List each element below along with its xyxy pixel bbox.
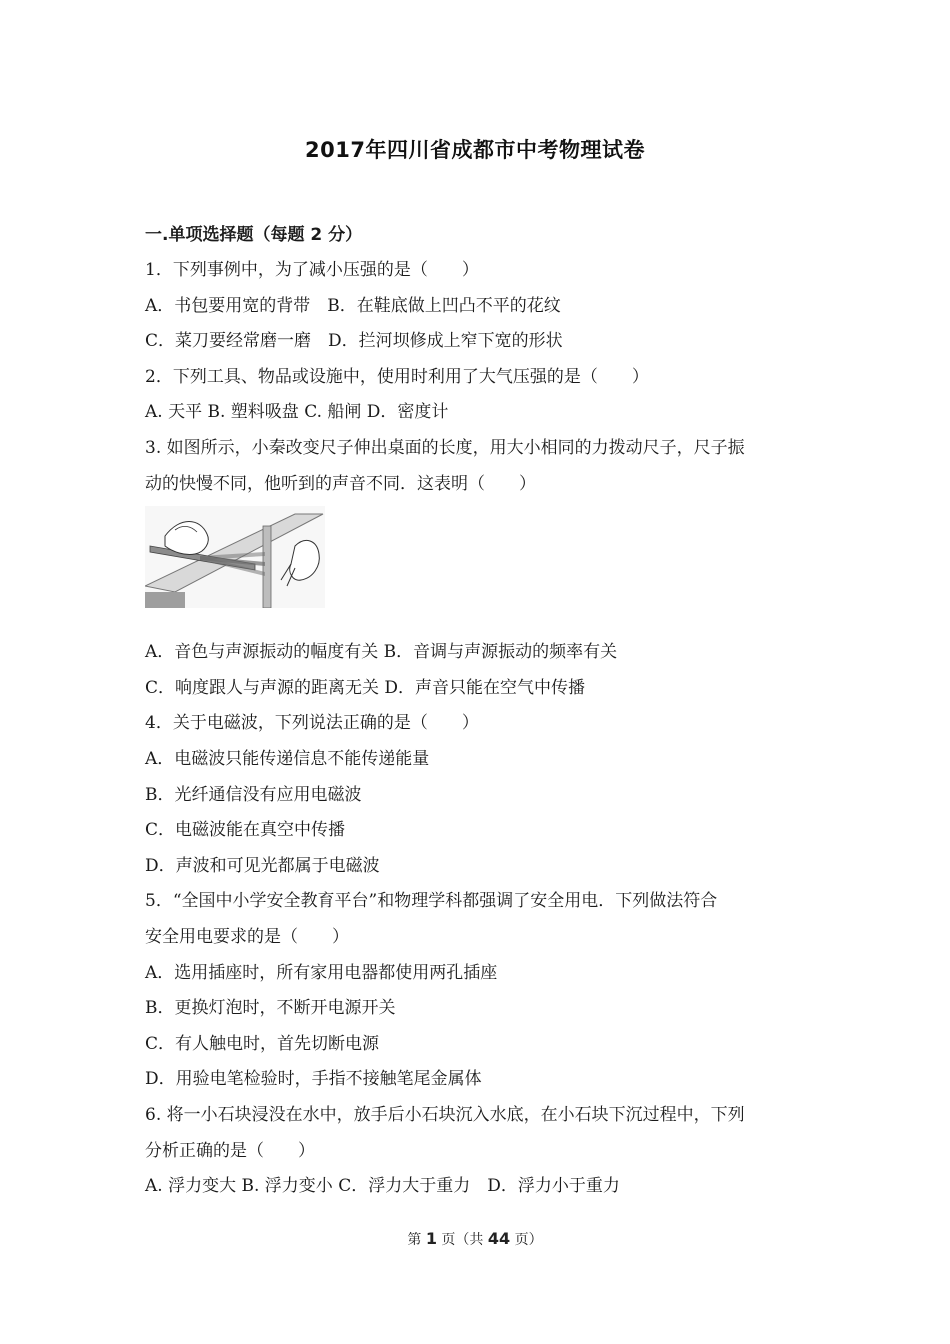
page-footer [0, 1229, 950, 1249]
question-1-stem: 1．下列事例中，为了减小压强的是（ ） [145, 260, 479, 280]
ruler-vibration-figure [145, 506, 325, 608]
question-5-option-d: D．用验电笔检验时，手指不接触笔尾金属体 [145, 1069, 482, 1089]
footer-total-pages: 44 [487, 1229, 511, 1248]
footer-middle: 页（共 [436, 1232, 488, 1248]
section-heading: 一.单项选择题（每题 2 分） [145, 225, 363, 245]
question-2-options: A. 天平 B. 塑料吸盘 C. 船闸 D．密度计 [145, 402, 449, 422]
question-3-options-ab: A．音色与声源振动的幅度有关 B．音调与声源振动的频率有关 [145, 642, 618, 662]
question-4-option-d: D．声波和可见光都属于电磁波 [145, 856, 380, 876]
footer-page-number: 1 [425, 1229, 437, 1248]
footer-suffix: 页） [510, 1232, 543, 1248]
footer-prefix: 第 [407, 1232, 426, 1248]
question-6-stem-line2: 分析正确的是（ ） [145, 1141, 315, 1161]
question-1-options-cd: C．菜刀要经常磨一磨 D．拦河坝修成上窄下宽的形状 [145, 331, 563, 351]
question-1-options-ab: A．书包要用宽的背带 B．在鞋底做上凹凸不平的花纹 [145, 296, 561, 316]
question-5-stem-line1: 5．“全国中小学安全教育平台”和物理学科都强调了安全用电．下列做法符合 [145, 891, 718, 911]
question-4-stem: 4．关于电磁波，下列说法正确的是（ ） [145, 713, 479, 733]
question-2-stem: 2．下列工具、物品或设施中，使用时利用了大气压强的是（ ） [145, 367, 649, 387]
question-4-option-a: A．电磁波只能传递信息不能传递能量 [145, 749, 430, 769]
question-3-stem-line1: 3. 如图所示，小秦改变尺子伸出桌面的长度，用大小相同的力拨动尺子，尺子振 [145, 438, 745, 458]
question-3-options-cd: C．响度跟人与声源的距离无关 D．声音只能在空气中传播 [145, 678, 586, 698]
question-5-stem-line2: 安全用电要求的是（ ） [145, 927, 349, 947]
question-5-option-c: C．有人触电时，首先切断电源 [145, 1034, 380, 1054]
question-5-option-a: A．选用插座时，所有家用电器都使用两孔插座 [145, 963, 498, 983]
question-5-option-b: B．更换灯泡时，不断开电源开关 [145, 998, 396, 1018]
question-4-option-b: B．光纤通信没有应用电磁波 [145, 785, 362, 805]
question-4-option-c: C．电磁波能在真空中传播 [145, 820, 346, 840]
question-6-stem-line1: 6. 将一小石块浸没在水中，放手后小石块沉入水底，在小石块下沉过程中，下列 [145, 1105, 745, 1125]
question-3-stem-line2: 动的快慢不同，他听到的声音不同．这表明（ ） [145, 474, 536, 494]
page-title: 2017年四川省成都市中考物理试卷 [305, 138, 645, 162]
question-6-options: A. 浮力变大 B. 浮力变小 C．浮力大于重力 D．浮力小于重力 [145, 1176, 620, 1196]
